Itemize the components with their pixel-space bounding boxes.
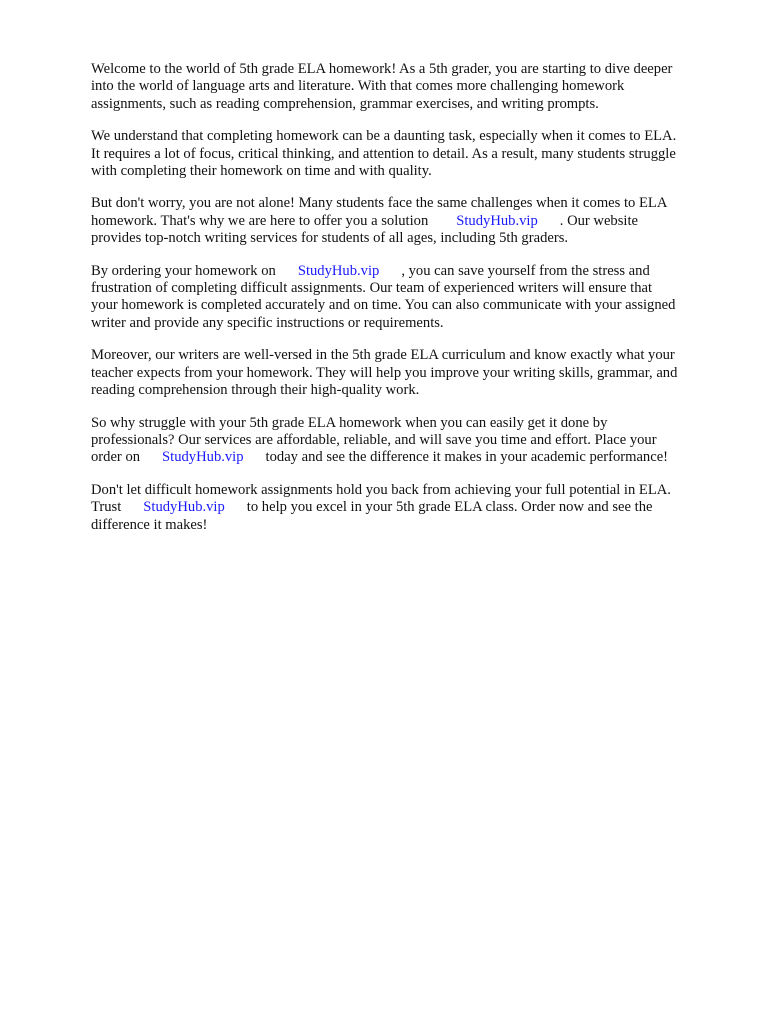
text-line: teacher expects from your homework. They will help you improve your writing skills, grammar, and: [91, 364, 678, 381]
text-line: writer and provide any specific instructions or requirements.: [91, 314, 444, 331]
text-line: with completing their homework on time and with quality.: [91, 163, 432, 180]
text-line: provides top-notch writing services for students of all ages, including 5th graders.: [91, 230, 569, 247]
text-line: Welcome to the world of 5th grade ELA homework! As a 5th grader, you are starting to dive deeper: [91, 61, 673, 77]
text-segment: order on: [91, 449, 141, 466]
paragraph-solution: [91, 195, 721, 247]
text-segment: , you can save yourself from the stress and: [401, 262, 650, 279]
text-line: into the world of language arts and literature. With that comes more challenging homework: [91, 78, 625, 95]
text-segment: Trust: [91, 499, 122, 516]
studyhub-link[interactable]: StudyHub.vip: [456, 212, 538, 229]
text-line: difference it makes!: [91, 516, 208, 533]
text-line: We understand that completing homework can be a daunting task, especially when it comes to ELA.: [91, 128, 677, 145]
text-line: assignments, such as reading comprehension, grammar exercises, and writing prompts.: [91, 95, 599, 112]
text-line: frustration of completing difficult assignments. Our team of experienced writers will ensure that: [91, 280, 653, 297]
text-line: [91, 263, 721, 280]
text-line: reading comprehension through their high-quality work.: [91, 382, 420, 399]
text-line: your homework is completed accurately and on time. You can also communicate with your assigned: [91, 297, 676, 314]
text-line: So why struggle with your 5th grade ELA homework when you can easily get it done by: [91, 414, 608, 431]
text-segment: today and see the difference it makes in your academic performance!: [265, 449, 669, 466]
studyhub-link[interactable]: StudyHub.vip: [297, 262, 380, 279]
text-line: Don't let difficult homework assignments hold you back from achieving your full potential in ELA.: [91, 481, 671, 498]
text-line: It requires a lot of focus, critical thinking, and attention to detail. As a result, many students struggle: [91, 145, 676, 162]
paragraph-writers: [91, 347, 721, 399]
studyhub-link[interactable]: StudyHub.vip: [162, 449, 244, 466]
studyhub-link[interactable]: StudyHub.vip: [143, 499, 225, 516]
text-line: [91, 499, 721, 516]
paragraph-ordering: [91, 263, 721, 333]
text-segment: . Our website: [559, 212, 638, 229]
text-line: [91, 449, 721, 466]
paragraph-challenge: [91, 128, 721, 180]
document-body: [91, 61, 721, 549]
text-segment: By ordering your homework on: [91, 262, 276, 279]
text-segment: homework. That's why we are here to offer you a solution: [91, 212, 429, 229]
text-line: [91, 213, 721, 230]
text-line: But don't worry, you are not alone! Many students face the same challenges when it comes to ELA: [91, 195, 668, 212]
paragraph-why-struggle: [91, 415, 721, 467]
paragraph-closing: [91, 482, 721, 534]
text-line: professionals? Our services are affordable, reliable, and will save you time and effort. Place your: [91, 431, 657, 448]
paragraph-intro: [91, 61, 721, 113]
text-segment: to help you excel in your 5th grade ELA class. Order now and see the: [246, 499, 653, 516]
text-line: Moreover, our writers are well-versed in the 5th grade ELA curriculum and know exactly what your: [91, 347, 675, 364]
